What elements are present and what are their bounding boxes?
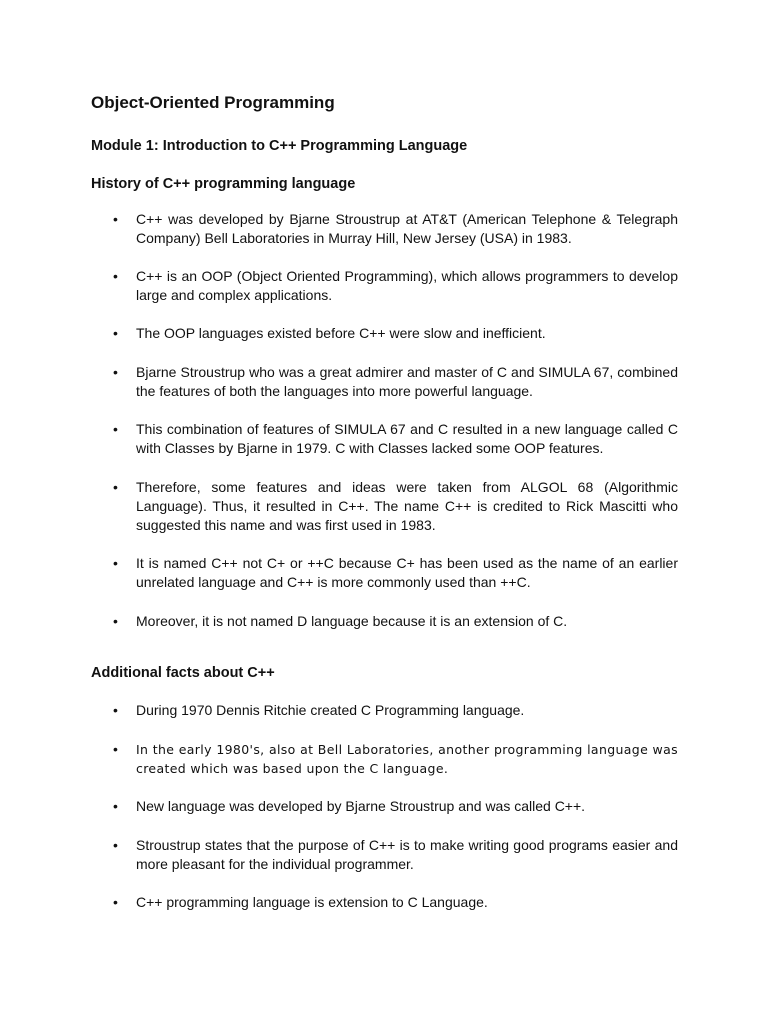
list-item-text: This combination of features of SIMULA 67 and C resulted in a new language called C with Classes by Bjarne in 1979. C with Classes lacked some OOP features. <box>136 421 678 456</box>
list-item-text: C++ is an OOP (Object Oriented Programming), which allows programmers to develop large and complex applications. <box>136 268 678 303</box>
bullet-icon: • <box>113 268 118 284</box>
bullet-icon: • <box>113 555 118 571</box>
list-item-text: New language was developed by Bjarne Stroustrup and was called C++. <box>136 798 586 814</box>
bullet-icon: • <box>113 702 118 718</box>
list-item-text: Stroustrup states that the purpose of C++ is to make writing good programs easier and more pleasant for the individual programmer. <box>136 837 678 872</box>
bullet-icon: • <box>113 894 118 910</box>
bullet-icon: • <box>113 837 118 853</box>
module-heading: Module 1: Introduction to C++ Programming Language <box>91 138 468 154</box>
bullet-icon: • <box>113 798 118 814</box>
bullet-icon: • <box>113 211 118 227</box>
bullet-icon: • <box>113 325 118 341</box>
list-item-text: C++ was developed by Bjarne Stroustrup at AT&T (American Telephone & Telegraph Company) Bell Laboratories in Murray Hill, New Jersey (USA) in 1983. <box>136 211 678 246</box>
bullet-icon: • <box>113 613 118 629</box>
list-item-text: In the early 1980's, also at Bell Laboratories, another programming language was created which was based upon the C language. <box>136 742 678 776</box>
list-item-text: It is named C++ not C+ or ++C because C+ has been used as the name of an earlier unrelated language and C++ is more commonly used than ++C. <box>136 555 678 590</box>
list-item-text: C++ programming language is extension to C Language. <box>136 894 488 910</box>
list-item-text: Therefore, some features and ideas were taken from ALGOL 68 (Algorithmic Language). Thus, it resulted in C++. The name C++ is credited to Rick Mascitti who suggested this name and was first used in 1983. <box>136 479 678 533</box>
list-item-text: The OOP languages existed before C++ were slow and inefficient. <box>136 325 546 341</box>
bullet-icon: • <box>113 421 118 437</box>
bullet-icon: • <box>113 364 118 380</box>
list-item-text: Moreover, it is not named D language because it is an extension of C. <box>136 613 568 629</box>
list-item-text: During 1970 Dennis Ritchie created C Programming language. <box>136 702 525 718</box>
bullet-icon: • <box>113 741 118 757</box>
list-item-text: Bjarne Stroustrup who was a great admirer and master of C and SIMULA 67, combined the features of both the languages into more powerful language. <box>136 364 678 399</box>
page-title: Object-Oriented Programming <box>91 93 335 112</box>
section-heading-history: History of C++ programming language <box>91 176 356 192</box>
bullet-icon: • <box>113 479 118 495</box>
section-heading-additional: Additional facts about C++ <box>91 665 275 681</box>
